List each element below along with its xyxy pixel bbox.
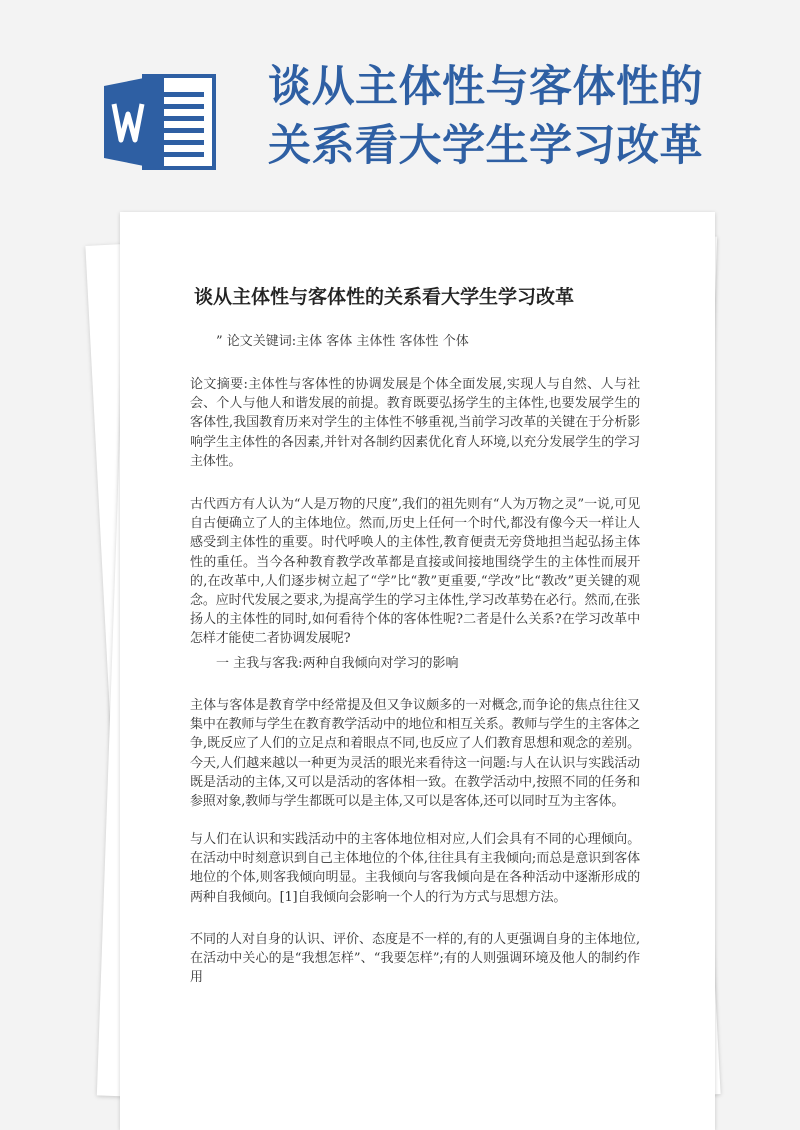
banner-title: [268, 58, 788, 176]
banner-header: [0, 0, 800, 210]
banner-title-line2: 关系看大学生学习改革: [268, 121, 703, 171]
document-page: [120, 212, 715, 1130]
body-paragraph-3: 与人们在认识和实践活动中的主客体地位相对应,人们会具有不同的心理倾向。在活动中时刻意识到自己主体地位的个体,往往具有主我倾向;而总是意识到客体地位的个体,则客我倾向明显。主我倾向与客我倾向是在各种活动中逐渐形成的两种自我倾向。[1]自我倾向会影响一个人的行为方式与思想方法。: [190, 832, 640, 905]
banner-title-line1: 谈从主体性与客体性的: [268, 62, 703, 112]
section-heading-1: 一 主我与客我:两种自我倾向对学习的影响: [216, 656, 459, 671]
abstract-paragraph: 论文摘要:主体性与客体性的协调发展是个体全面发展,实现人与自然、人与社会、个人与他人和谐发展的前提。教育既要弘扬学生的主体性,也要发展学生的客体性,我国教育历来对学生的主体性不够重视,当前学习改革的关键在于分析影响学生主体性的各因素,并针对各制约因素优化育人环境,以充分发展学生的学习主体性。: [190, 377, 640, 469]
body-paragraph-2: 主体与客体是教育学中经常提及但又争议颇多的一对概念,而争论的焦点往往又集中在教师与学生在教育教学活动中的地位和相互关系。教师与学生的主客体之争,既反应了人们的立足点和着眼点不同,也反应了人们教育思想和观念的差别。今天,人们越来越以一种更为灵活的眼光来看待这一问题:与人在认识与实践活动既是活动的主体,又可以是活动的客体相一致。在教学活动中,按照不同的任务和参照对象,教师与学生都既可以是主体,又可以是客体,还可以同时互为主客体。: [190, 698, 640, 810]
body-paragraph-1: 古代西方有人认为“人是万物的尺度”,我们的祖先则有“人为万物之灵”一说,可见自古便确立了人的主体地位。然而,历史上任何一个时代,都没有像今天一样让人感受到主体性的重要。时代呼唤人的主体性,教育便责无旁贷地担当起弘扬主体性的重任。当今各种教育教学改革都是直接或间接地围绕学生的主体性而展开的,在改革中,人们逐步树立起了“学”比“教”更重要,“学改”比“教改”更关键的观念。应时代发展之要求,为提高学生的学习主体性,学习改革势在必行。然而,在张扬人的主体性的同时,如何看待个体的客体性呢?二者是什么关系?在学习改革中怎样才能使二者协调发展呢?: [190, 497, 640, 647]
keywords-line: ” 论文关键词:主体 客体 主体性 客体性 个体: [216, 334, 469, 349]
word-document-icon: [104, 74, 216, 170]
document-title: 谈从主体性与客体性的关系看大学生学习改革: [194, 286, 575, 308]
body-paragraph-4: 不同的人对自身的认识、评价、态度是不一样的,有的人更强调自身的主体地位,在活动中关心的是“我想怎样”、“我要怎样”;有的人则强调环境及他人的制约作用: [190, 932, 640, 986]
